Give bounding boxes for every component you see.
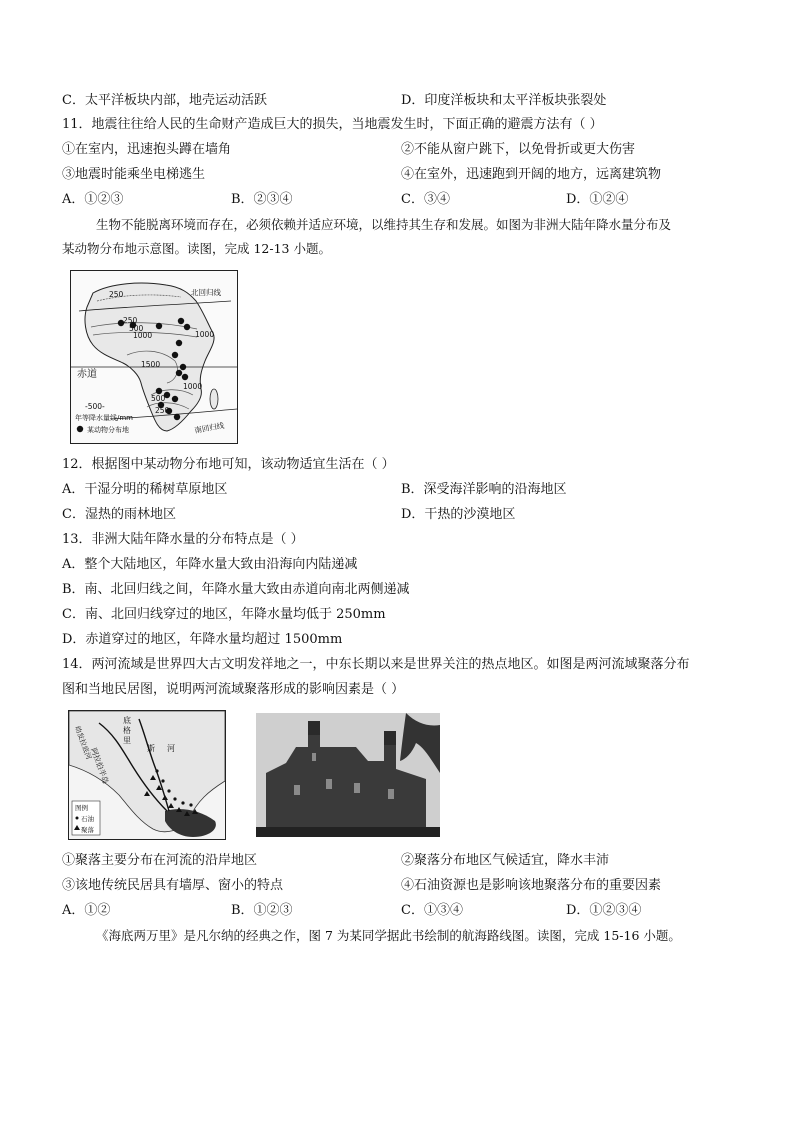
q14-statement-3: ③该地传统民居具有墙厚、窗小的特点 [62,878,284,893]
animal-point [182,374,188,380]
q13-option-a: A．整个大陆地区，年降水量大致由沿海向内陆递减 [62,557,358,572]
two-rivers-map-svg [69,711,225,839]
legend-oil-dot [76,817,79,820]
q11-stem: 11．地震往往给人民的生命财产造成巨大的损失，当地震发生时，下面正确的避震方法有（ ） [62,117,603,132]
intro-12-13-line-2: 某动物分布地示意图。读图，完成 12-13 小题。 [62,241,331,256]
oil-point [173,797,176,800]
local-residence-photo [256,713,440,837]
window [312,753,316,761]
q11-statement-3: ③地震时能乘坐电梯逃生 [62,167,206,182]
q12-option-c: C．湿热的雨林地区 [62,507,176,522]
label-isohyet-250-a: 250 [109,290,124,299]
q12-option-b: B．深受海洋影响的沿海地区 [401,482,567,497]
animal-point [172,396,178,402]
q11-statement-4: ④在室外，迅速跑到开阔的地方，远离建筑物 [401,167,662,182]
legend-animal-dot [77,426,83,432]
two-rivers-settlement-map [68,710,226,840]
q12-option-a: A．干湿分明的稀树草原地区 [62,482,228,497]
intro-12-13-line-1: 生物不能脱离环境而存在，必须依赖并适应环境，以维持其生存和发展。如图为非洲大陆年降水量分布及 [96,217,672,232]
label-isohyet-250-b: 250 [123,316,138,325]
legend-isohyet-label: 年等降水量线/mm [75,414,133,422]
q13-option-c: C．南、北回归线穿过的地区，年降水量均低于 250mm [62,607,386,622]
q12-stem: 12．根据图中某动物分布地可知，该动物适宜生活在（ ） [62,457,395,472]
window [388,789,394,799]
q14-option-b: B．①②③ [231,903,293,918]
label-isohyet-1500: 1500 [141,360,161,369]
q14-statement-1: ①聚落主要分布在河流的沿岸地区 [62,853,258,868]
animal-point [180,364,186,370]
label-isohyet-250-south: 250 [155,406,170,415]
africa-precipitation-map [70,270,238,444]
animal-point [184,324,190,330]
wind-tower-right [384,731,396,745]
q14-option-c: C．①③④ [401,903,463,918]
label-euphrates: 幼发拉底河 [73,724,93,761]
q14-stem-line-1: 14．两河流域是世界四大古文明发祥地之一，中东长期以来是世界关注的热点地区。如图是两河流域聚落分布 [62,657,690,672]
label-tigris-2: 格 [123,726,131,735]
madagascar-outline [210,389,218,409]
q11-option-a: A．①②③ [62,192,124,207]
label-tropic-of-capricorn: 南回归线 [193,420,225,435]
label-isohyet-1000-c: 1000 [183,382,203,391]
label-isohyet-500: 500 [129,324,144,333]
legend-animal-label: 某动物分布地 [87,426,129,434]
oil-point [161,779,164,782]
label-arabia: 阿拉伯半岛 [89,746,111,785]
q10-option-d: D．印度洋板块和太平洋板块张裂处 [401,93,607,108]
q14-statement-4: ④石油资源也是影响该地聚落分布的重要因素 [401,878,662,893]
legend-settlement-label: 聚落 [81,826,94,834]
q12-option-d: D．干热的沙漠地区 [401,507,516,522]
animal-point [172,352,178,358]
oil-point [155,769,158,772]
q13-option-d: D．赤道穿过的地区，年降水量均超过 1500mm [62,632,343,647]
animal-point [174,414,180,420]
q10-option-c: C．太平洋板块内部，地壳运动活跃 [62,93,267,108]
q11-option-b: B．②③④ [231,192,293,207]
animal-point [178,318,184,324]
window [326,779,332,789]
label-isohyet-500-south: 500 [151,394,166,403]
q13-stem: 13．非洲大陆年降水量的分布特点是（ ） [62,532,304,547]
label-tigris-1: 底 [123,716,131,725]
window [294,785,300,795]
oil-point [167,789,170,792]
label-isohyet-1000-a: 1000 [133,331,153,340]
label-tigris-3: 里 [123,736,131,745]
ground [256,827,440,837]
wind-tower-left [308,721,320,735]
legend-isohyet-sample: -500- [85,402,105,411]
window [354,783,360,793]
animal-point [176,340,182,346]
residence-photo-svg [256,713,440,837]
label-isohyet-1000-b: 1000 [195,330,215,339]
q14-option-d: D．①②③④ [566,903,642,918]
q11-option-c: C．③④ [401,192,450,207]
label-tropic-of-cancer: 北回归线 [191,288,221,297]
legend-title: 图例 [75,804,88,812]
legend-oil-label: 石油 [81,815,94,823]
q11-statement-1: ①在室内，迅速抱头蹲在墙角 [62,142,232,157]
oil-point [181,801,184,804]
animal-point [156,323,162,329]
q14-stem-line-2: 图和当地民居图，说明两河流域聚落形成的影响因素是（ ） [62,682,405,697]
oil-point [189,803,192,806]
label-tigris-4: 斯 [147,744,155,753]
intro-15-16: 《海底两万里》是凡尔纳的经典之作，图 7 为某同学据此书绘制的航海路线图。读图，完成 15-16 小题。 [96,928,681,943]
label-equator: 赤道 [77,369,97,380]
africa-map-svg [71,271,237,443]
animal-point [176,370,182,376]
q14-option-a: A．①② [62,903,111,918]
q13-option-b: B．南、北回归线之间，年降水量大致由赤道向南北两侧递减 [62,582,410,597]
label-tigris-5: 河 [167,744,175,753]
q11-statement-2: ②不能从窗户跳下，以免骨折或更大伤害 [401,142,636,157]
q11-option-d: D．①②④ [566,192,629,207]
q14-statement-2: ②聚落分布地区气候适宜，降水丰沛 [401,853,610,868]
